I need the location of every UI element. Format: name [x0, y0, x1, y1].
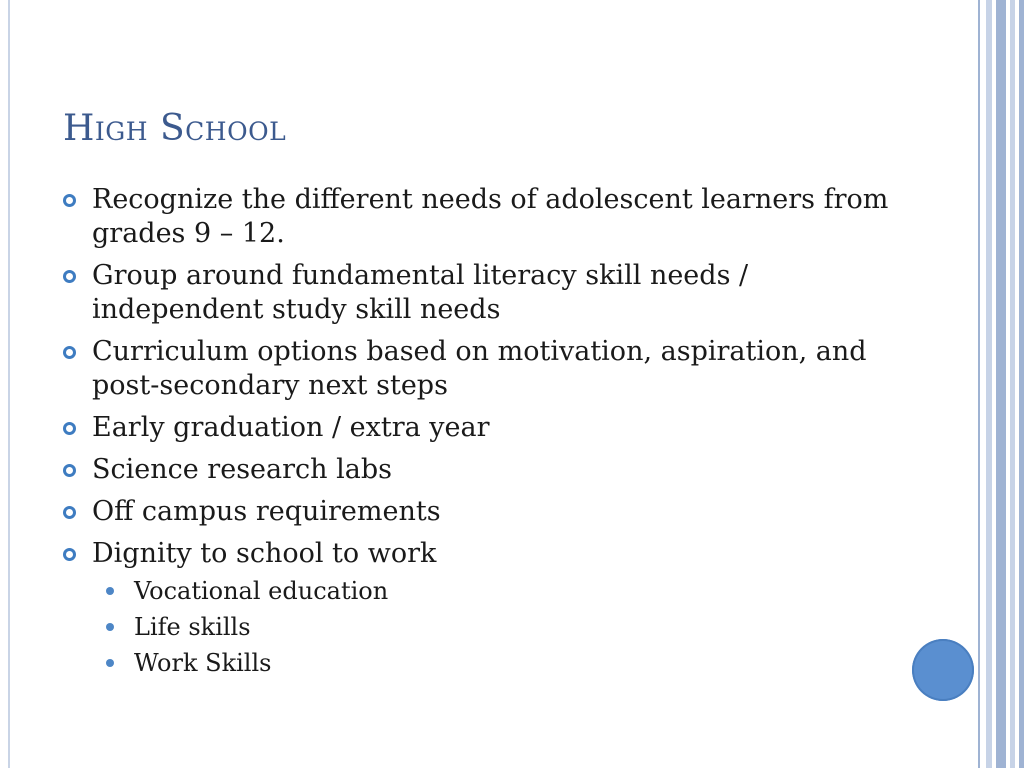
sub-bullet-text: Vocational education	[134, 577, 389, 605]
bullet-item	[62, 495, 922, 529]
ring-bullet-icon	[63, 548, 76, 561]
sub-bullet-item	[92, 645, 922, 681]
bullet-text: Curriculum options based on motivation, aspiration, and post-secondary next steps	[92, 336, 867, 401]
bullet-text: Science research labs	[92, 454, 392, 485]
sub-bullet-item	[92, 573, 922, 609]
bullet-text: Early graduation / extra year	[92, 412, 490, 443]
bullet-text: Dignity to school to work	[92, 538, 437, 569]
bullet-item	[62, 183, 922, 251]
right-decorative-border	[978, 0, 1024, 768]
bullet-item	[62, 453, 922, 487]
ring-bullet-icon	[63, 346, 76, 359]
ring-bullet-icon	[63, 270, 76, 283]
left-border-line	[8, 0, 10, 768]
right-border-stripe	[1010, 0, 1015, 768]
bullet-item	[62, 411, 922, 445]
slide-content	[62, 183, 922, 689]
dot-bullet-icon	[106, 587, 114, 595]
right-border-stripe	[1019, 0, 1024, 768]
slide-title: High School	[63, 108, 287, 149]
dot-bullet-icon	[106, 659, 114, 667]
bullet-text: Group around fundamental literacy skill needs / independent study skill needs	[92, 260, 749, 325]
bullet-text: Recognize the different needs of adolescent learners from grades 9 – 12.	[92, 184, 889, 249]
right-border-stripe	[986, 0, 992, 768]
sub-bullet-text: Work Skills	[134, 649, 272, 677]
sub-bullet-list	[92, 573, 922, 681]
bullet-item	[62, 259, 922, 327]
bullet-item	[62, 335, 922, 403]
ring-bullet-icon	[63, 194, 76, 207]
right-border-stripe	[996, 0, 1006, 768]
bullet-list	[62, 183, 922, 681]
sub-bullet-item	[92, 609, 922, 645]
ring-bullet-icon	[63, 506, 76, 519]
ring-bullet-icon	[63, 422, 76, 435]
dot-bullet-icon	[106, 623, 114, 631]
bullet-text: Off campus requirements	[92, 496, 441, 527]
decorative-circle-icon	[912, 639, 974, 701]
sub-bullet-text: Life skills	[134, 613, 251, 641]
ring-bullet-icon	[63, 464, 76, 477]
right-border-stripe	[978, 0, 980, 768]
bullet-item	[62, 537, 922, 681]
